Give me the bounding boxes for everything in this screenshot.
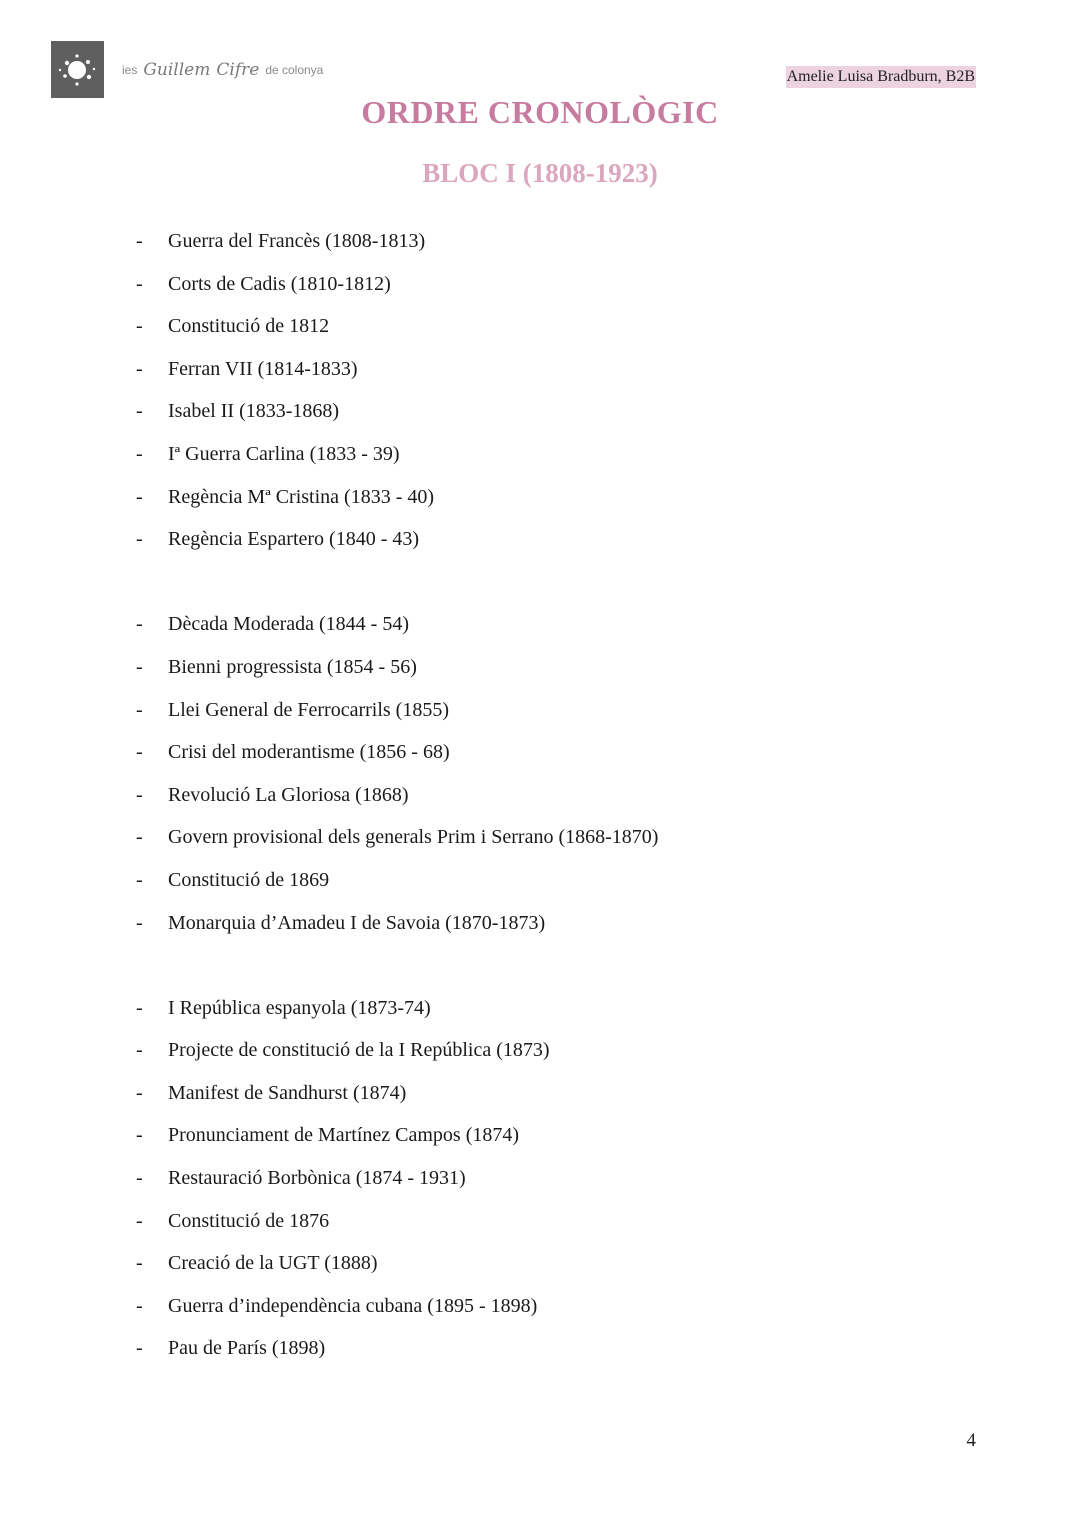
list-item-text: Bienni progressista (1854 - 56) <box>168 655 417 678</box>
list-bullet-dash: - <box>136 400 143 423</box>
list-bullet-dash: - <box>136 868 143 891</box>
group-spacer <box>136 561 658 604</box>
school-name-script-first: Guillem <box>143 60 211 80</box>
list-item-text: Constitució de 1876 <box>168 1209 330 1232</box>
list-item <box>136 1242 658 1285</box>
list-item <box>136 348 658 391</box>
list-bullet-dash: - <box>136 315 143 338</box>
list-item <box>136 689 658 732</box>
list-item <box>136 390 658 433</box>
list-item-text: Pronunciament de Martínez Campos (1874) <box>168 1124 520 1147</box>
list-item-text: Llei General de Ferrocarrils (1855) <box>168 698 449 721</box>
list-item <box>136 1157 658 1200</box>
group-spacer <box>136 944 658 987</box>
list-item <box>136 1029 658 1072</box>
list-bullet-dash: - <box>136 1081 143 1104</box>
list-item <box>136 816 658 859</box>
list-item-text: Manifest de Sandhurst (1874) <box>168 1081 407 1104</box>
list-bullet-dash: - <box>136 1039 143 1062</box>
list-bullet-dash: - <box>136 485 143 508</box>
list-item-text: Ferran VII (1814-1833) <box>168 357 358 380</box>
list-bullet-dash: - <box>136 826 143 849</box>
list-item <box>136 603 658 646</box>
list-item-text: Regència Espartero (1840 - 43) <box>168 528 420 551</box>
list-item-text: Monarquia d’Amadeu I de Savoia (1870-1873) <box>168 911 546 934</box>
list-item <box>136 1072 658 1115</box>
list-item <box>136 1327 658 1370</box>
school-name-script-second: Cifre <box>216 60 260 80</box>
list-item-text: Guerra d’independència cubana (1895 - 1898) <box>168 1294 538 1317</box>
list-item <box>136 518 658 561</box>
list-bullet-dash: - <box>136 272 143 295</box>
list-item-text: Restauració Borbònica (1874 - 1931) <box>168 1167 466 1190</box>
list-item-text: Regència Mª Cristina (1833 - 40) <box>168 485 435 508</box>
list-bullet-dash: - <box>136 230 143 252</box>
school-suffix: de colonya <box>265 63 324 77</box>
page-title: ORDRE CRONOLÒGIC <box>361 94 719 130</box>
list-item-text: Govern provisional dels generals Prim i Serrano (1868-1870) <box>168 826 659 849</box>
list-bullet-dash: - <box>136 741 143 764</box>
list-bullet-dash: - <box>136 655 143 678</box>
page-subtitle: BLOC I (1808-1923) <box>422 158 658 188</box>
list-bullet-dash: - <box>136 442 143 465</box>
list-bullet-dash: - <box>136 996 143 1019</box>
list-item-text: I República espanyola (1873-74) <box>168 996 431 1019</box>
list-item <box>136 859 658 902</box>
list-bullet-dash: - <box>136 528 143 551</box>
list-item <box>136 433 658 476</box>
list-item-text: Isabel II (1833-1868) <box>168 400 340 423</box>
list-bullet-dash: - <box>136 357 143 380</box>
list-item-text: Corts de Cadis (1810-1812) <box>168 272 391 295</box>
school-prefix: ies <box>122 63 138 77</box>
list-bullet-dash: - <box>136 1167 143 1190</box>
list-item <box>136 902 658 945</box>
list-item <box>136 220 658 263</box>
list-item-text: Revolució La Gloriosa (1868) <box>168 783 409 806</box>
school-name <box>122 52 323 88</box>
list-bullet-dash: - <box>136 783 143 806</box>
list-item <box>136 646 658 689</box>
author-name: Amelie Luisa Bradburn, B2B <box>786 66 976 88</box>
list-item-text: Crisi del moderantisme (1856 - 68) <box>168 741 450 764</box>
list-item-text: Constitució de 1812 <box>168 315 330 338</box>
list-item-text: Pau de París (1898) <box>168 1337 326 1360</box>
list-item <box>136 987 658 1030</box>
page-number: 4 <box>966 1430 976 1451</box>
list-item <box>136 476 658 519</box>
list-bullet-dash: - <box>136 1252 143 1275</box>
list-item <box>136 1285 658 1328</box>
list-bullet-dash: - <box>136 1209 143 1232</box>
list-item-text: Iª Guerra Carlina (1833 - 39) <box>168 442 400 465</box>
list-bullet-dash: - <box>136 911 143 934</box>
list-item-text: Projecte de constitució de la I República (1873) <box>168 1039 550 1062</box>
list-bullet-dash: - <box>136 613 143 636</box>
list-item <box>136 263 658 306</box>
chronology-list <box>136 220 658 1370</box>
list-bullet-dash: - <box>136 698 143 721</box>
list-item <box>136 774 658 817</box>
list-item-text: Constitució de 1869 <box>168 868 330 891</box>
list-item-text: Guerra del Francès (1808-1813) <box>168 230 426 252</box>
list-bullet-dash: - <box>136 1337 143 1360</box>
list-item <box>136 1114 658 1157</box>
list-item-text: Dècada Moderada (1844 - 54) <box>168 613 410 636</box>
list-item <box>136 1200 658 1243</box>
list-bullet-dash: - <box>136 1124 143 1147</box>
list-item <box>136 305 658 348</box>
list-bullet-dash: - <box>136 1294 143 1317</box>
list-item <box>136 731 658 774</box>
list-item-text: Creació de la UGT (1888) <box>168 1252 378 1275</box>
